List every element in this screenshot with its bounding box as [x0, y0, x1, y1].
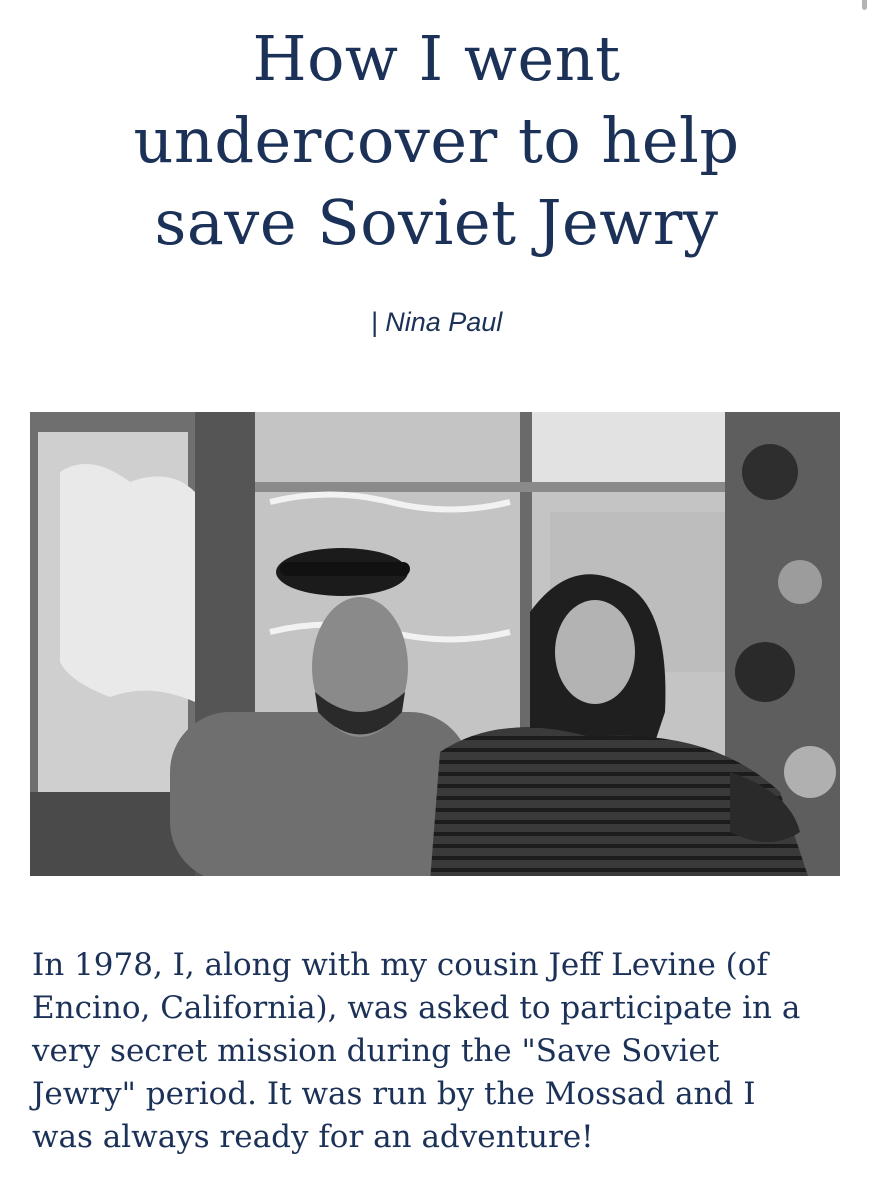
- article-byline: | Nina Paul: [370, 307, 503, 337]
- article-body: [32, 944, 852, 1159]
- headline-line: How I went: [252, 22, 621, 95]
- scrollbar-thumb[interactable]: [862, 0, 867, 10]
- body-line: was always ready for an adventure!: [32, 1119, 594, 1155]
- photo-illustration: [30, 412, 840, 876]
- body-line: Jewry" period. It was run by the Mossad and I: [32, 1076, 756, 1112]
- body-line: Encino, California), was asked to participate in a: [32, 990, 801, 1026]
- body-line: very secret mission during the "Save Soviet: [32, 1033, 720, 1069]
- article-photo: [30, 412, 840, 876]
- article-headline: [60, 18, 813, 264]
- headline-line: undercover to help: [133, 104, 740, 177]
- headline-line: save Soviet Jewry: [154, 186, 719, 259]
- body-line: In 1978, I, along with my cousin Jeff Levine (of: [32, 947, 768, 983]
